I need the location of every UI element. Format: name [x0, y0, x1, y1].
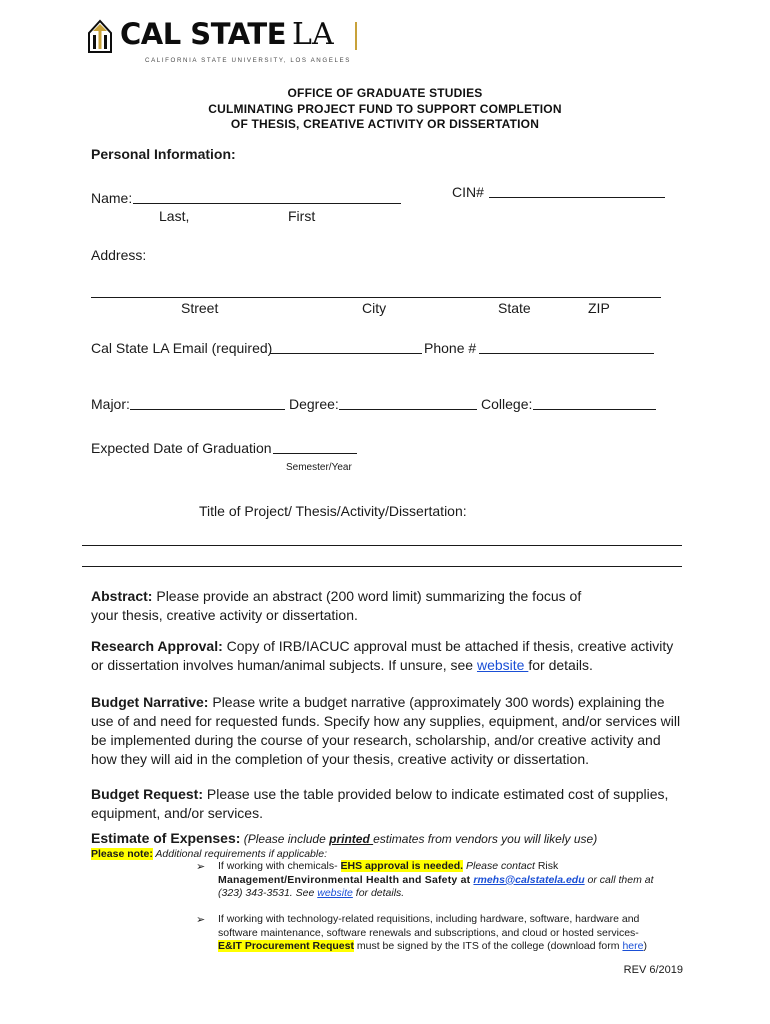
heading-purpose: OF THESIS, CREATIVE ACTIVITY OR DISSERTATION: [230, 117, 540, 131]
budget-narrative-line-4: how they will aid in the completion of your thesis, creative activity or dissertation.: [91, 751, 590, 767]
name-caption-first: First: [288, 208, 316, 224]
major-field[interactable]: [130, 396, 285, 410]
budget-request-line-1: [91, 785, 691, 804]
rmehs-email-link[interactable]: rmehs@calstatela.edu: [473, 873, 585, 886]
estimate-text-post: estimates from vendors you will likely use): [373, 832, 598, 846]
cin-field[interactable]: [489, 184, 665, 198]
budget-narrative-section: [91, 693, 691, 769]
note-item-1-ehs: Management/Environmental Health and Safety at: [218, 873, 474, 886]
logo-tagline: CALIFORNIA STATE UNIVERSITY, LOS ANGELES: [145, 57, 352, 64]
research-text-2: or dissertation involves human/animal subjects. If unsure, see: [91, 657, 477, 673]
revision-footer: REV 6/2019: [623, 964, 683, 976]
estimate-printed: printed: [329, 832, 374, 846]
phone-field[interactable]: [479, 340, 654, 354]
estimate-text-pre: (Please include: [240, 832, 330, 846]
personal-info-label: Personal Information:: [91, 146, 236, 162]
note-item-1-post: Please contact: [463, 860, 538, 872]
budget-narrative-text-1: Please write a budget narrative (approximately 300 words) explaining the: [208, 694, 665, 710]
note-item-2-line-1: If working with technology-related requisitions, including hardware, software, hardware and: [218, 913, 640, 925]
major-label: Major:: [91, 396, 130, 412]
note-item-1-pre: If working with chemicals-: [218, 860, 341, 872]
abstract-line-2: your thesis, creative activity or dissertation.: [91, 607, 358, 623]
address-caption-zip: ZIP: [588, 300, 610, 316]
note-item-1-line-3: [218, 887, 688, 901]
heading-office: OFFICE OF GRADUATE STUDIES: [287, 86, 483, 100]
abstract-lead: Abstract:: [91, 588, 153, 604]
address-field[interactable]: [91, 297, 661, 298]
note-item-1-phone: (323) 343-3531. See: [218, 887, 318, 899]
note-text: Additional requirements if applicable:: [152, 848, 327, 860]
budget-narrative-line-2: use of and need for requested funds. Specify how any supplies, equipment, and/or services will: [91, 713, 681, 729]
abstract-section: [91, 587, 691, 625]
logo-wordmark-la: LA: [292, 17, 334, 52]
degree-field[interactable]: [339, 396, 477, 410]
budget-request-section: [91, 785, 691, 823]
note-item-chemicals: [218, 860, 688, 901]
research-website-link[interactable]: website: [476, 657, 529, 673]
estimate-lead: Estimate of Expenses:: [91, 830, 241, 846]
cin-label: CIN#: [452, 184, 484, 200]
note-item-1-risk: Risk: [537, 860, 559, 872]
research-lead: Research Approval:: [91, 638, 223, 654]
project-title-label: Title of Project/ Thesis/Activity/Dissertation:: [199, 503, 467, 519]
note-item-1-line-1: [218, 860, 688, 874]
research-approval-section: [91, 637, 691, 675]
note-item-1-line-2: [218, 874, 688, 888]
address-label: Address:: [91, 247, 147, 263]
note-item-technology: [218, 913, 698, 954]
note-item-2-line-2: software maintenance, software renewals and subscriptions, and cloud or hosted services-: [218, 926, 639, 939]
college-field[interactable]: [533, 396, 656, 410]
note-item-1-highlight: EHS approval is needed.: [340, 860, 464, 872]
budget-request-lead: Budget Request:: [91, 786, 203, 802]
bullet-arrow-icon-1: ➢: [196, 861, 206, 873]
estimate-line: [91, 830, 597, 846]
note-item-2-line-3: [218, 940, 698, 954]
graduation-label: Expected Date of Graduation: [91, 440, 272, 456]
budget-narrative-lead: Budget Narrative:: [91, 694, 209, 710]
download-form-here-link[interactable]: here: [622, 940, 644, 952]
note-item-2-post: must be signed by the ITS of the college (download form: [353, 940, 623, 952]
phone-label: Phone #: [424, 340, 477, 356]
name-label: Name:: [91, 190, 133, 206]
email-field[interactable]: [270, 340, 422, 354]
abstract-line-1: [91, 587, 691, 606]
project-title-field-line-1[interactable]: [82, 545, 682, 546]
logo-divider-bar: [355, 22, 357, 50]
research-text-3: for details.: [528, 657, 593, 673]
project-title-field-line-2[interactable]: [82, 566, 682, 567]
logo-wordmark-text: CAL STATE: [120, 17, 287, 51]
note-item-2-highlight: E&IT Procurement Request: [218, 940, 354, 952]
ehs-website-link[interactable]: website: [317, 887, 353, 899]
address-caption-city: City: [362, 300, 387, 316]
address-caption-street: Street: [181, 300, 219, 316]
name-caption-last: Last,: [159, 208, 190, 224]
degree-label: Degree:: [289, 396, 339, 412]
research-text-1: Copy of IRB/IACUC approval must be attached if thesis, creative activity: [222, 638, 674, 654]
email-label: Cal State LA Email (required): [91, 340, 273, 356]
budget-narrative-line-1: [91, 693, 691, 712]
note-item-1-details: for details.: [352, 887, 405, 899]
budget-narrative-line-3: be implemented during the course of your research, scholarship, and/or creative activity and: [91, 732, 661, 748]
address-caption-state: State: [498, 300, 531, 316]
budget-request-text-1: Please use the table provided below to indicate estimated cost of supplies,: [203, 786, 669, 802]
budget-request-line-2: equipment, and/or services.: [91, 805, 263, 821]
graduation-field[interactable]: [273, 440, 357, 454]
graduation-caption: Semester/Year: [286, 462, 352, 473]
bullet-arrow-icon-2: ➢: [196, 914, 206, 926]
note-item-1-call: or call them at: [584, 873, 654, 886]
logo-wordmark: [120, 17, 334, 52]
research-line-2: [91, 656, 691, 675]
abstract-text-1: Please provide an abstract (200 word limit) summarizing the focus of: [152, 588, 582, 604]
college-label: College:: [481, 396, 533, 412]
heading-fund: CULMINATING PROJECT FUND TO SUPPORT COMPLETION: [208, 102, 562, 116]
name-field[interactable]: [133, 190, 401, 204]
research-line-1: [91, 637, 691, 656]
note-label: Please note:: [91, 848, 153, 860]
cal-state-la-emblem: [87, 19, 113, 55]
note-item-2-end: ): [643, 940, 647, 952]
